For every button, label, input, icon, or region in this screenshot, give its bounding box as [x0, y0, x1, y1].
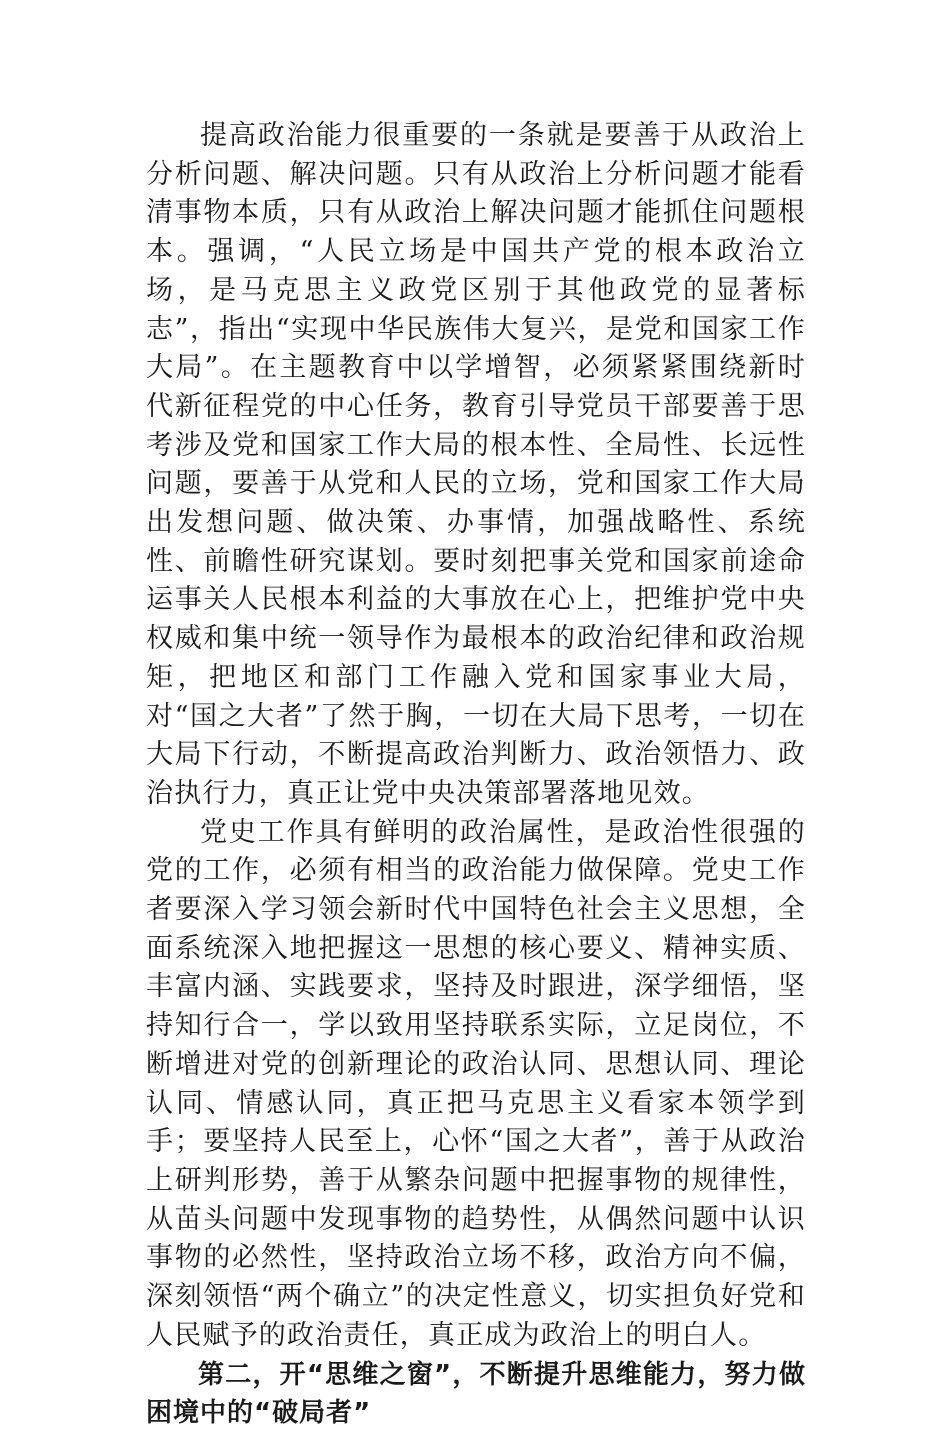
section-heading-thinking-window: 第二，开“思维之窗”，不断提升思维能力，努力做困境中的“破局者” [146, 1359, 806, 1429]
document-page [146, 117, 806, 1433]
paragraph-political-ability: 提高政治能力很重要的一条就是要善于从政治上分析问题、解决问题。只有从政治上分析问题才能看清事物本质，只有从政治上解决问题才能抓住问题根本。强调，“人民立场是中国共产党的根本政治立场，是马克思主义政党区别于其他政党的显著标志”，指出“实现中华民族伟大复兴，是党和国家工作大局”。在主题教育中以学增智，必须紧紧围绕新时代新征程党的中心任务，教育引导党员干部要善于思考涉及党和国家工作大局的根本性、全局性、长远性问题，要善于从党和人民的立场，党和国家工作大局出发想问题、做决策、办事情，加强战略性、系统性、前瞻性研究谋划。要时刻把事关党和国家前途命运事关人民根本利益的大事放在心上，把维护党中央权威和集中统一领导作为最根本的政治纪律和政治规矩，把地区和部门工作融入党和国家事业大局，对“国之大者”了然于胸，一切在大局下思考，一切在大局下行动，不断提高政治判断力、政治领悟力、政治执行力，真正让党中央决策部署落地见效。 [146, 120, 806, 809]
paragraph-party-history-work: 党史工作具有鲜明的政治属性，是政治性很强的党的工作，必须有相当的政治能力做保障。党史工作者要深入学习领会新时代中国特色社会主义思想，全面系统深入地把握这一思想的核心要义、精神实质、丰富内涵、实践要求，坚持及时跟进，深学细悟，坚持知行合一，学以致用坚持联系实际，立足岗位，不断增进对党的创新理论的政治认同、思想认同、理论认同、情感认同，真正把马克思主义看家本领学到手；要坚持人民至上，心怀“国之大者”，善于从政治上研判形势，善于从繁杂问题中把握事物的规律性，从苗头问题中发现事物的趋势性，从偶然问题中认识事物的必然性，坚持政治立场不移，政治方向不偏，深刻领悟“两个确立”的决定性意义，切实担负好党和人民赋予的政治责任，真正成为政治上的明白人。 [146, 816, 806, 1351]
